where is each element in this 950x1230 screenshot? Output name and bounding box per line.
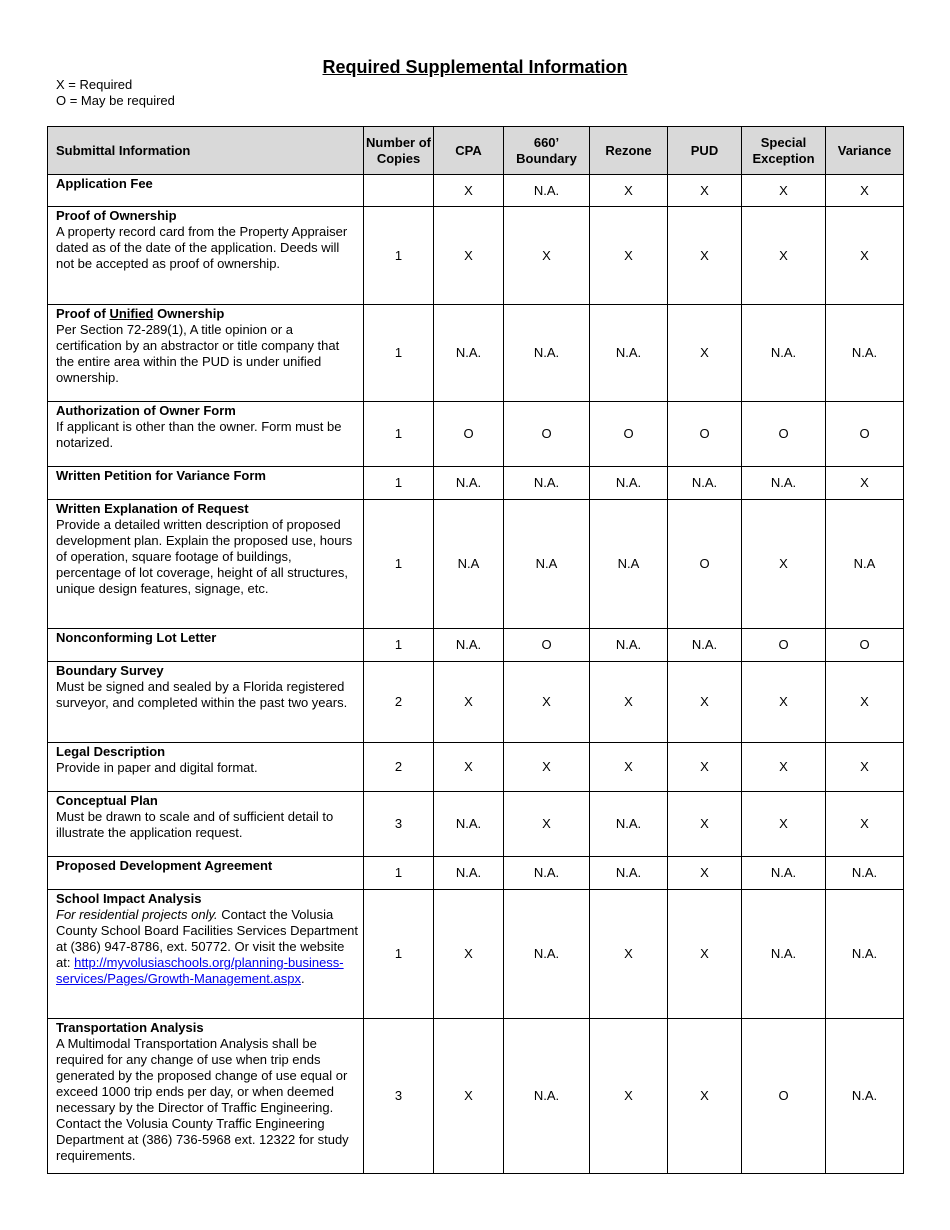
requirement-cell: N.A.	[504, 890, 590, 1019]
requirement-cell: O	[434, 402, 504, 467]
requirement-cell: O	[742, 402, 826, 467]
legend	[56, 77, 175, 109]
requirement-cell: N.A.	[590, 467, 668, 500]
requirement-cell: X	[668, 305, 742, 402]
copies-cell: 2	[364, 662, 434, 743]
requirement-cell: X	[590, 743, 668, 792]
copies-cell: 1	[364, 305, 434, 402]
submittal-title: School Impact Analysis	[56, 891, 202, 906]
requirement-cell: X	[742, 207, 826, 305]
requirement-cell: O	[668, 402, 742, 467]
table-row	[48, 207, 904, 305]
requirement-cell: X	[590, 890, 668, 1019]
submittal-cell	[48, 175, 364, 207]
requirement-cell: N.A.	[668, 629, 742, 662]
requirement-cell: N.A	[434, 500, 504, 629]
requirements-table	[47, 126, 904, 1174]
requirement-cell: X	[668, 743, 742, 792]
requirement-cell: N.A.	[826, 890, 904, 1019]
requirement-cell: X	[590, 207, 668, 305]
requirement-cell: X	[742, 792, 826, 857]
requirement-cell: X	[590, 1019, 668, 1174]
copies-cell: 2	[364, 743, 434, 792]
requirement-cell: X	[668, 890, 742, 1019]
copies-cell: 1	[364, 467, 434, 500]
requirement-cell: X	[668, 857, 742, 890]
requirement-cell: N.A.	[434, 305, 504, 402]
requirement-cell: X	[434, 743, 504, 792]
submittal-cell	[48, 500, 364, 629]
requirement-cell: X	[742, 175, 826, 207]
requirement-cell: X	[504, 792, 590, 857]
submittal-title: Transportation Analysis	[56, 1020, 204, 1035]
submittal-title: Proof of Ownership	[56, 208, 177, 223]
submittal-cell	[48, 467, 364, 500]
submittal-cell	[48, 792, 364, 857]
copies-cell: 1	[364, 629, 434, 662]
requirement-cell: N.A	[590, 500, 668, 629]
page-title: Required Supplemental Information	[322, 57, 628, 77]
requirement-cell: O	[504, 402, 590, 467]
submittal-title: Proposed Development Agreement	[56, 858, 273, 873]
col-submittal-information: Submittal Information	[48, 127, 364, 175]
copies-cell: 1	[364, 402, 434, 467]
submittal-description: Per Section 72-289(1), A title opinion or a certification by an abstractor or title company that the entire area within the PUD is under unified ownership.	[56, 322, 340, 385]
requirement-cell: N.A	[826, 500, 904, 629]
requirement-cell: O	[826, 402, 904, 467]
requirement-cell: N.A.	[742, 857, 826, 890]
submittal-cell	[48, 662, 364, 743]
table-row	[48, 1019, 904, 1174]
requirement-cell: N.A.	[826, 1019, 904, 1174]
requirement-cell: N.A.	[504, 857, 590, 890]
requirement-cell: X	[434, 175, 504, 207]
requirement-cell: X	[434, 662, 504, 743]
submittal-cell	[48, 743, 364, 792]
submittal-cell	[48, 890, 364, 1019]
table-row	[48, 792, 904, 857]
col-cpa: CPA	[434, 127, 504, 175]
table-row	[48, 629, 904, 662]
col-variance: Variance	[826, 127, 904, 175]
requirement-cell: X	[504, 662, 590, 743]
table-row	[48, 662, 904, 743]
requirement-cell: O	[826, 629, 904, 662]
requirement-cell: N.A	[504, 500, 590, 629]
submittal-cell	[48, 207, 364, 305]
col-pud: PUD	[668, 127, 742, 175]
requirement-cell: N.A.	[826, 857, 904, 890]
table-row	[48, 305, 904, 402]
submittal-cell	[48, 1019, 364, 1174]
table-row	[48, 175, 904, 207]
requirement-cell: N.A.	[434, 792, 504, 857]
requirement-cell: X	[826, 467, 904, 500]
requirement-cell: N.A.	[504, 1019, 590, 1174]
requirement-cell: X	[504, 743, 590, 792]
requirement-cell: X	[434, 207, 504, 305]
requirement-cell: X	[434, 890, 504, 1019]
copies-cell: 1	[364, 890, 434, 1019]
requirement-cell: O	[504, 629, 590, 662]
table-row	[48, 890, 904, 1019]
submittal-title: Proof of Unified Ownership	[56, 306, 225, 321]
requirement-cell: N.A.	[742, 890, 826, 1019]
requirement-cell: N.A.	[742, 305, 826, 402]
requirement-cell: O	[668, 500, 742, 629]
requirement-cell: N.A.	[434, 857, 504, 890]
requirement-cell: X	[826, 792, 904, 857]
header-row	[48, 127, 904, 175]
requirement-cell: N.A.	[590, 305, 668, 402]
submittal-description: Provide in paper and digital format.	[56, 760, 258, 775]
submittal-cell	[48, 629, 364, 662]
col-special-exception: Special Exception	[742, 127, 826, 175]
requirement-cell: N.A.	[504, 467, 590, 500]
submittal-cell	[48, 305, 364, 402]
submittal-description: Must be signed and sealed by a Florida registered surveyor, and completed within the past two years.	[56, 679, 348, 710]
requirement-cell: N.A.	[590, 792, 668, 857]
requirement-cell: N.A.	[504, 175, 590, 207]
requirement-cell: N.A.	[434, 629, 504, 662]
requirement-cell: O	[590, 402, 668, 467]
requirement-cell: X	[826, 743, 904, 792]
requirement-cell: N.A.	[826, 305, 904, 402]
requirement-cell: X	[668, 207, 742, 305]
table-row	[48, 467, 904, 500]
requirement-cell: X	[668, 662, 742, 743]
requirement-cell: X	[742, 743, 826, 792]
col-660-boundary: 660’ Boundary	[504, 127, 590, 175]
legend-required: X = Required	[56, 77, 133, 92]
requirement-cell: X	[668, 1019, 742, 1174]
requirement-cell: X	[742, 662, 826, 743]
submittal-title: Application Fee	[56, 176, 153, 191]
table-row	[48, 500, 904, 629]
requirement-cell: N.A.	[434, 467, 504, 500]
table-row	[48, 402, 904, 467]
submittal-description: Must be drawn to scale and of sufficient detail to illustrate the application request.	[56, 809, 334, 840]
requirement-cell: X	[434, 1019, 504, 1174]
copies-cell: 3	[364, 792, 434, 857]
submittal-title: Legal Description	[56, 744, 166, 759]
submittal-description: If applicant is other than the owner. Form must be notarized.	[56, 419, 342, 450]
copies-cell: 3	[364, 1019, 434, 1174]
col-rezone: Rezone	[590, 127, 668, 175]
requirement-cell: O	[742, 629, 826, 662]
submittal-description: A property record card from the Property Appraiser dated as of the date of the application. Deeds will not be accepted as proof of ownership.	[56, 224, 348, 271]
requirement-cell: X	[590, 662, 668, 743]
submittal-description: For residential projects only. Contact the Volusia County School Board Facilities Services Department at (386) 947-8786, ext. 50772. Or visit the website at: http://myvolusiaschools.org/planning-business-services/Pages/Growth-Management.aspx.	[56, 907, 359, 986]
table-row	[48, 857, 904, 890]
submittal-title: Conceptual Plan	[56, 793, 158, 808]
submittal-title: Boundary Survey	[56, 663, 164, 678]
submittal-title: Authorization of Owner Form	[56, 403, 236, 418]
requirement-cell: X	[504, 207, 590, 305]
submittal-cell	[48, 402, 364, 467]
requirement-cell: X	[668, 792, 742, 857]
copies-cell: 1	[364, 500, 434, 629]
requirement-cell: N.A.	[590, 857, 668, 890]
requirement-cell: N.A.	[668, 467, 742, 500]
legend-may-be-required: O = May be required	[56, 93, 175, 108]
copies-cell: 1	[364, 857, 434, 890]
submittal-description: Provide a detailed written description of proposed development plan. Explain the proposed use, hours of operation, square footage of buildings, percentage of lot coverage, height of all structures, unique design features, signage, etc.	[56, 517, 353, 596]
requirement-cell: O	[742, 1019, 826, 1174]
submittal-title: Nonconforming Lot Letter	[56, 630, 217, 645]
requirement-cell: X	[742, 500, 826, 629]
copies-cell: 1	[364, 207, 434, 305]
table-row	[48, 743, 904, 792]
submittal-title: Written Petition for Variance Form	[56, 468, 266, 483]
submittal-title: Written Explanation of Request	[56, 501, 249, 516]
requirement-cell: X	[826, 175, 904, 207]
requirement-cell: N.A.	[742, 467, 826, 500]
requirement-cell: N.A.	[504, 305, 590, 402]
requirement-cell: N.A.	[590, 629, 668, 662]
col-number-of-copies: Number of Copies	[364, 127, 434, 175]
requirement-cell: X	[826, 662, 904, 743]
requirement-cell: X	[590, 175, 668, 207]
school-board-link[interactable]: http://myvolusiaschools.org/planning-business-services/Pages/Growth-Management.aspx	[56, 955, 344, 986]
requirement-cell: X	[668, 175, 742, 207]
requirement-cell: X	[826, 207, 904, 305]
submittal-description: A Multimodal Transportation Analysis shall be required for any change of use when trip ends generated by the proposed change of use equal or exceed 1000 trip ends per day, or when deemed necessary by the Director of Traffic Engineering. Contact the Volusia County Traffic Engineering Department at (386) 736-5968 ext. 12322 for study requirements.	[56, 1036, 349, 1163]
submittal-cell	[48, 857, 364, 890]
copies-cell	[364, 175, 434, 207]
